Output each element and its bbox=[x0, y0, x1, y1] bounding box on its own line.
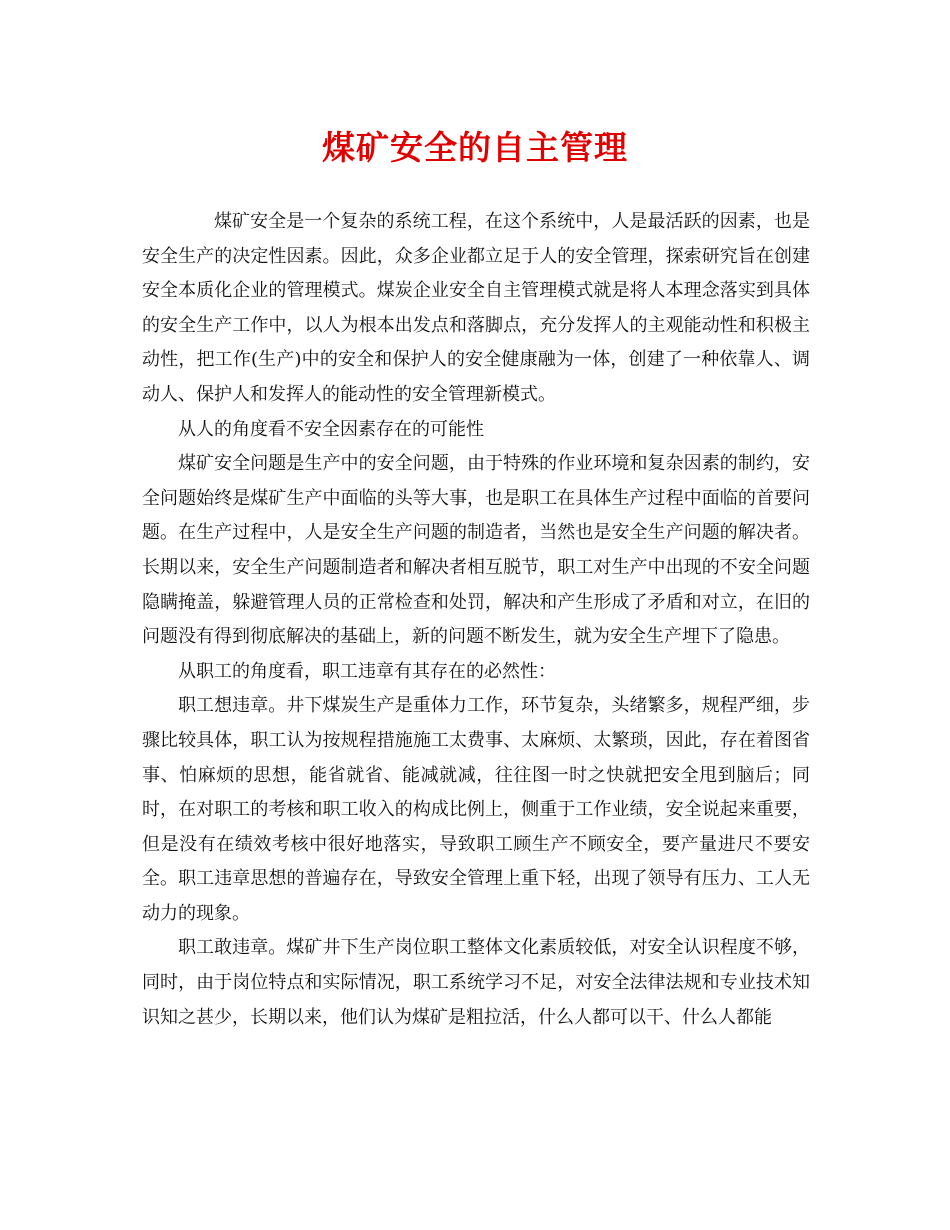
paragraph-dare-to-violate: 职工敢违章。煤矿井下生产岗位职工整体文化素质较低，对安全认识程度不够，同时，由于岗位特点和实际情况，职工系统学习不足，对安全法律法规和专业技术知识知之甚少，长期以来，他们认为煤矿是粗拉活，什么人都可以干、什么人都能 bbox=[142, 937, 810, 1028]
section-heading-worker-violations: 从职工的角度看，职工违章有其存在的必然性： bbox=[178, 660, 556, 682]
document-body bbox=[142, 205, 810, 1035]
paragraph-safety-problems: 煤矿安全问题是生产中的安全问题，由于特殊的作业环境和复杂因素的制约，安全问题始终是煤矿生产中面临的头等大事，也是职工在具体生产过程中面临的首要问题。在生产过程中，人是安全生产问题的制造者，当然也是安全生产问题的解决者。长期以来，安全生产问题制造者和解决者相互脱节，职工对生产中出现的不安全问题隐瞒掩盖，躲避管理人员的正常检查和处罚，解决和产生形成了矛盾和对立，在旧的问题没有得到彻底解决的基础上，新的问题不断发生，就为安全生产埋下了隐患。 bbox=[142, 453, 810, 648]
page-title: 煤矿安全的自主管理 bbox=[322, 128, 628, 167]
paragraph-intro: 煤矿安全是一个复杂的系统工程，在这个系统中，人是最活跃的因素，也是安全生产的决定性因素。因此，众多企业都立足于人的安全管理，探索研究旨在创建安全本质化企业的管理模式。煤炭企业安全自主管理模式就是将人本理念落实到具体的安全生产工作中，以人为根本出发点和落脚点，充分发挥人的主观能动性和积极主动性，把工作(生产)中的安全和保护人的安全健康融为一体，创建了一种依靠人、调动人、保护人和发挥人的能动性的安全管理新模式。 bbox=[142, 211, 810, 405]
paragraph-want-to-violate: 职工想违章。井下煤炭生产是重体力工作，环节复杂，头绪繁多，规程严细，步骤比较具体，职工认为按规程措施施工太费事、太麻烦、太繁琐，因此，存在着图省事、怕麻烦的思想，能省就省、能减就减，往往图一时之快就把安全甩到脑后；同时，在对职工的考核和职工收入的构成比例上，侧重于工作业绩，安全说起来重要，但是没有在绩效考核中很好地落实，导致职工顾生产不顾安全，要产量进尺不要安全。职工违章思想的普遍存在，导致安全管理上重下轻，出现了领导有压力、工人无动力的现象。 bbox=[142, 695, 810, 924]
section-heading-unsafe-factors: 从人的角度看不安全因素存在的可能性 bbox=[178, 418, 484, 440]
